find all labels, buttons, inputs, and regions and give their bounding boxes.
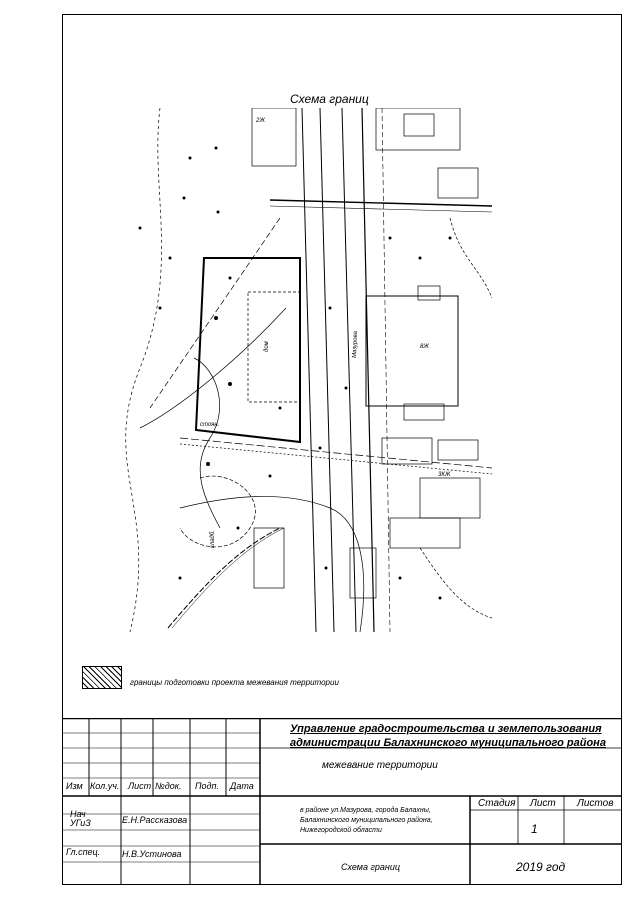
plan-label-road: Мазурова [352, 331, 359, 359]
plan-label-parcel: дом [264, 341, 270, 352]
column-data: Дата [230, 781, 254, 791]
role-chief-specialist: Гл.спец. [66, 847, 101, 857]
map-title: Схема границ [290, 92, 369, 106]
column-list: Лист [128, 781, 152, 791]
person-ustinova: Н.В.Устинова [122, 849, 182, 859]
year: 2019 год [516, 860, 566, 874]
sheet-number: 1 [531, 822, 538, 836]
location-line: в районе ул.Мазурова, города Балахны, [300, 807, 431, 814]
plan-label-parking: стоян. [200, 422, 220, 428]
location-line: Нижегородской области [300, 827, 382, 834]
stage-header: Стадия [478, 798, 516, 809]
plan-label-house-c: 3КЖ [438, 472, 451, 478]
organization-line-2: администрации Балахнинского муниципального района [290, 737, 606, 749]
project-subject: межевание территории [322, 760, 438, 771]
column-podp: Подп. [195, 781, 219, 791]
legend-label: границы подготовки проекта межевания территории [130, 678, 339, 687]
location-text [300, 806, 470, 836]
organization-name [290, 722, 620, 750]
legend-hatch-swatch [82, 666, 122, 689]
plan-label-house-b: 8Ж [420, 344, 429, 350]
location-line: Балахнинского муниципального района, [300, 817, 433, 824]
role-head: Нач УГиЗ [70, 809, 91, 828]
sheet-name: Схема границ [341, 862, 401, 872]
sheet-header: Лист [530, 798, 556, 809]
organization-line-1: Управление градостроительства и землепользования [290, 723, 602, 735]
plan-label-cemetery: кладб. [210, 530, 216, 548]
column-izm: Изм [66, 781, 83, 791]
survey-plan [120, 108, 492, 632]
column-kol-uch: Кол.уч. [90, 781, 120, 791]
person-rasskazova: Е.Н.Рассказова [122, 815, 188, 825]
column-ndok: №док. [155, 781, 182, 791]
sheets-header: Листов [577, 798, 614, 809]
plan-label-house-a: 2Ж [256, 118, 265, 124]
